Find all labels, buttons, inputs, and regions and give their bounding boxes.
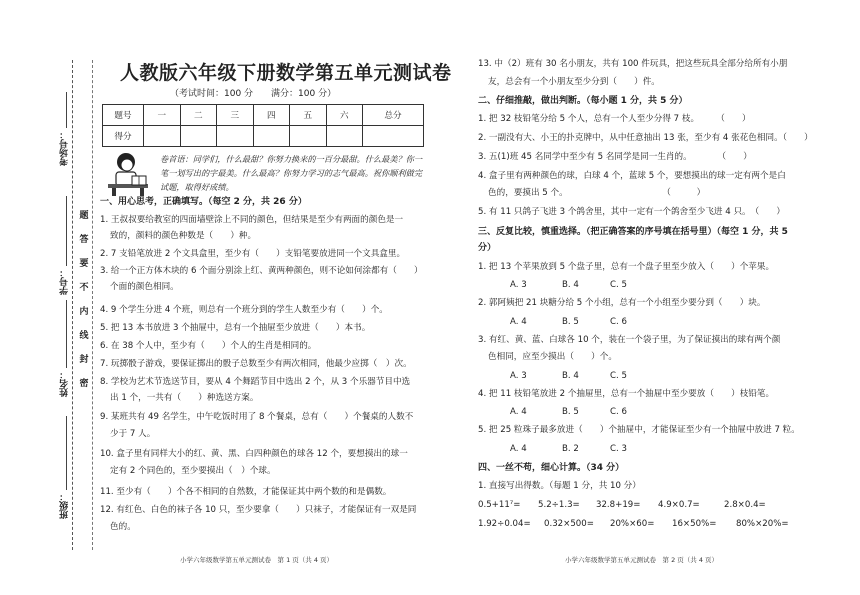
calc-item: 20%×60= bbox=[610, 519, 655, 529]
score-input-cell[interactable] bbox=[144, 126, 181, 147]
section-4-heading: 四、一丝不苟，细心计算。（34 分） bbox=[478, 463, 625, 473]
judgement-item: 4. 盒子里有两种颜色的球，白球 4 个，蓝球 5 个，要想摸出的球一定有两个是白 bbox=[478, 171, 786, 181]
score-table-score-row bbox=[103, 126, 424, 147]
question-text: 出 1 个，一共有（ ）种选送方案。 bbox=[110, 393, 259, 403]
page-footer: 小学六年级数学第五单元测试卷 第 1 页（共 4 页） bbox=[180, 556, 334, 564]
preface-motto: 卷首语：同学们，什么最甜？你努力换来的一百分最甜。什么最美？你一笔一划写出的字最美。什么最高？你努力学习的志气最高。祝你顺利做完试题，取得好成绩。 bbox=[160, 154, 423, 192]
calc-item: 80%×20%= bbox=[736, 519, 789, 529]
section-3-heading-cont: 分） bbox=[478, 243, 497, 253]
seal-char: 答 bbox=[79, 235, 89, 245]
question-text: 色的。 bbox=[110, 522, 136, 532]
question-text: 个面的颜色相同。 bbox=[110, 282, 179, 292]
question-text: 13. 中（2）班有 30 名小朋友，共有 100 件玩具，把这些玩具全部分给所有小朋 bbox=[478, 59, 788, 69]
score-table bbox=[102, 104, 424, 147]
choice-question: 2. 郭阿姨把 21 块糖分给 5 个小组，总有一个小组至少要分到（ ）块。 bbox=[478, 298, 766, 308]
choice-option[interactable]: A. 4 bbox=[510, 407, 527, 417]
class-line bbox=[66, 416, 67, 490]
choice-question-cont: 色相同，应至少摸出（ ）个。 bbox=[488, 352, 617, 362]
exam-info: （考试时间：100 分 满分：100 分） bbox=[170, 89, 337, 99]
question-text: 3. 给一个正方体木块的 6 个面分别涂上红、黄两种颜色，则不论如何涂都有（ ） bbox=[100, 266, 423, 276]
question-text: 1. 王叔叔要给教室的四面墙壁涂上不同的颜色，但结果是至少有两面的颜色是一 bbox=[100, 215, 404, 225]
question-text: 9. 某班共有 49 名学生，中午吃饭时用了 8 个餐桌，总有（ ）个餐桌的人数不 bbox=[100, 412, 414, 422]
judgement-item: 色的，要摸出 5 个。 （ ） bbox=[488, 188, 706, 198]
calc-item: 32.8+19= bbox=[596, 500, 641, 510]
question-text: 10. 盒子里有同样大小的红、黄、黑、白四种颜色的球各 12 个，要想摸出的球一 bbox=[100, 449, 408, 459]
name-label: 姓名： bbox=[60, 370, 70, 397]
choice-option[interactable]: C. 6 bbox=[610, 407, 627, 417]
choice-option[interactable]: A. 3 bbox=[510, 280, 527, 290]
choice-option[interactable]: C. 6 bbox=[610, 317, 627, 327]
question-text: 11. 至少有（ ）个各不相同的自然数，才能保证其中两个数的和是偶数。 bbox=[100, 487, 392, 497]
calc-item: 0.32×500= bbox=[544, 519, 594, 529]
choice-question: 5. 把 25 粒珠子最多放进（ ）个抽屉中，才能保证至少有一个抽屉中放进 7 粒。 bbox=[478, 425, 800, 435]
seal-char: 内 bbox=[79, 307, 89, 317]
seal-char: 要 bbox=[79, 259, 89, 269]
choice-option[interactable]: B. 5 bbox=[562, 317, 579, 327]
question-text: 7. 玩掷骰子游戏，要保证掷出的骰子总数至少有两次相同，他最少应掷（ ）次。 bbox=[100, 359, 412, 369]
choice-option[interactable]: A. 4 bbox=[510, 444, 527, 454]
exam-room-label: 考场号： bbox=[60, 130, 70, 166]
choice-question: 1. 把 13 个苹果放到 5 个盘子里，总有一个盘子里至少放入（ ）个苹果。 bbox=[478, 262, 775, 272]
calc-item: 16×50%= bbox=[672, 519, 717, 529]
student-reading-illustration bbox=[104, 150, 156, 196]
choice-option[interactable]: A. 4 bbox=[510, 317, 527, 327]
seal-char: 不 bbox=[79, 283, 89, 293]
section-1-heading: 一、用心思考，正确填写。（每空 2 分，共 26 分） bbox=[100, 197, 307, 207]
judgement-item: 5. 有 11 只鸽子飞进 3 个鸽舍里，其中一定有一个鸽舍至少飞进 4 只。 （ ） bbox=[478, 207, 785, 217]
score-input-cell[interactable] bbox=[253, 126, 290, 147]
score-cell: 五 bbox=[290, 105, 327, 126]
page-title: 人教版六年级下册数学第五单元测试卷 bbox=[120, 62, 452, 84]
choice-option[interactable]: C. 3 bbox=[610, 444, 627, 454]
page-footer: 小学六年级数学第五单元测试卷 第 2 页（共 4 页） bbox=[565, 556, 719, 564]
judgement-item: 2. 一副没有大、小王的扑克牌中，从中任意抽出 13 张，至少有 4 张花色相同。（ ） bbox=[478, 133, 813, 143]
score-input-cell[interactable] bbox=[217, 126, 254, 147]
choice-option[interactable]: A. 3 bbox=[510, 371, 527, 381]
judgement-item: 3. 五(1)班 45 名同学中至少有 5 名同学是同一生肖的。 （ ） bbox=[478, 152, 752, 162]
question-text: 8. 学校为艺术节选送节目，要从 4 个舞蹈节目中选出 2 个，从 3 个乐器节目中选 bbox=[100, 377, 411, 387]
question-text: 致的，颜料的颜色种数是（ ）种。 bbox=[110, 231, 257, 241]
question-text: 少于 7 人。 bbox=[110, 429, 156, 439]
choice-option[interactable]: B. 2 bbox=[562, 444, 579, 454]
calc-item: 5.2÷1.3= bbox=[538, 500, 580, 510]
score-input-cell[interactable] bbox=[363, 126, 424, 147]
seal-char: 题 bbox=[79, 211, 89, 221]
choice-option[interactable]: B. 5 bbox=[562, 407, 579, 417]
question-text: 2. 7 支铅笔放进 2 个文具盒里，至少有（ ）支铅笔要放进同一个文具盒里。 bbox=[100, 249, 406, 259]
binding-margin bbox=[0, 0, 96, 595]
calc-item: 2.8×0.4= bbox=[724, 500, 766, 510]
question-text: 友，总会有一个小朋友至少分到（ ）件。 bbox=[488, 77, 660, 87]
score-cell: 六 bbox=[326, 105, 363, 126]
binding-dashed-line bbox=[72, 60, 73, 550]
score-cell: 四 bbox=[253, 105, 290, 126]
seal-char: 封 bbox=[79, 355, 89, 365]
question-text: 4. 9 个学生分进 4 个班，则总有一个班分到的学生人数至少有（ ）个。 bbox=[100, 305, 388, 315]
calc-item: 1.92÷0.04= bbox=[478, 519, 531, 529]
choice-question: 4. 把 11 枝铅笔放进 2 个抽屉里，总有一个抽屉中至少要放（ ）枝铅笔。 bbox=[478, 389, 775, 399]
score-cell: 总分 bbox=[363, 105, 424, 126]
question-text: 定有 2 个同色的，至少要摸出（ ）个球。 bbox=[110, 466, 276, 476]
score-cell: 一 bbox=[144, 105, 181, 126]
calc-item: 0.5+11⁷= bbox=[478, 500, 521, 510]
question-text: 6. 在 38 个人中，至少有（ ）个人的生肖是相同的。 bbox=[100, 341, 317, 351]
binding-dashed-line-inner bbox=[92, 60, 93, 550]
judgement-item: 1. 把 32 枝铅笔分给 5 个人，总有一个人至少分得 7 枝。 （ ） bbox=[478, 114, 751, 124]
question-text: 5. 把 13 本书放进 3 个抽屉中，总有一个抽屉至少放进（ ）本书。 bbox=[100, 323, 371, 333]
calc-intro: 1. 直接写出得数。（每题 1 分，共 10 分） bbox=[478, 481, 641, 491]
exam-room-line bbox=[66, 92, 67, 128]
seal-char: 密 bbox=[79, 379, 89, 389]
name-line bbox=[66, 300, 67, 368]
choice-option[interactable]: C. 5 bbox=[610, 280, 627, 290]
choice-option[interactable]: C. 5 bbox=[610, 371, 627, 381]
choice-option[interactable]: B. 4 bbox=[562, 280, 579, 290]
seal-char: 线 bbox=[79, 331, 89, 341]
calc-item: 4.9×0.7= bbox=[658, 500, 700, 510]
choice-question: 3. 有红、黄、蓝、白球各 10 个，装在一个袋子里，为了保证摸出的球有两个颜 bbox=[478, 335, 781, 345]
score-cell: 题号 bbox=[103, 105, 144, 126]
section-3-heading: 三、反复比较，慎重选择。（把正确答案的序号填在括号里）（每空 1 分，共 5 bbox=[478, 227, 788, 237]
score-input-cell[interactable] bbox=[180, 126, 217, 147]
score-table-header-row bbox=[103, 105, 424, 126]
question-text: 12. 有红色、白色的袜子各 10 只，至少要拿（ ）只袜子，才能保证有一双是同 bbox=[100, 505, 417, 515]
section-2-heading: 二、仔细推敲，做出判断。（每小题 1 分，共 5 分） bbox=[478, 96, 688, 106]
choice-option[interactable]: B. 4 bbox=[562, 371, 579, 381]
score-input-cell[interactable] bbox=[290, 126, 327, 147]
class-label: 班级： bbox=[60, 492, 70, 519]
score-input-cell[interactable] bbox=[326, 126, 363, 147]
score-cell: 得分 bbox=[103, 126, 144, 147]
student-no-label: 学号： bbox=[60, 268, 70, 295]
student-no-line bbox=[66, 196, 67, 266]
score-cell: 三 bbox=[217, 105, 254, 126]
score-cell: 二 bbox=[180, 105, 217, 126]
